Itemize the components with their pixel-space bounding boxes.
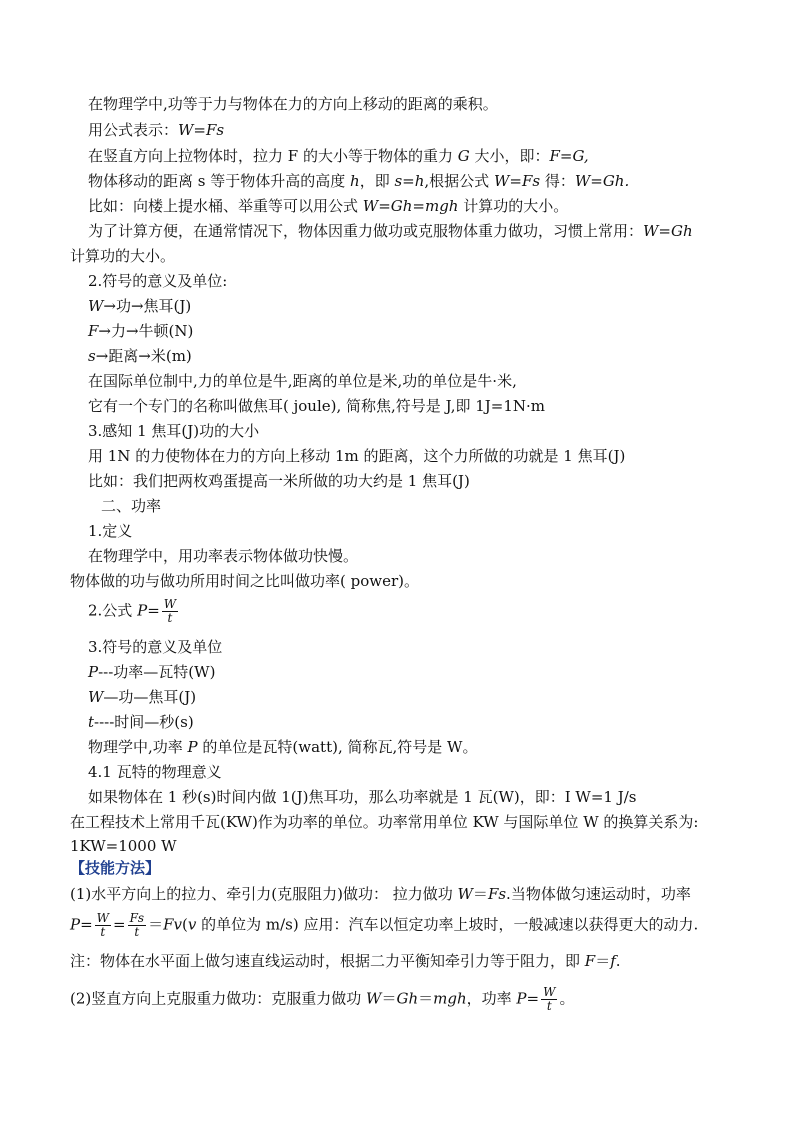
text-line	[88, 296, 191, 316]
text-line	[88, 737, 477, 757]
text: ＝	[595, 952, 611, 970]
text: 得：	[540, 172, 575, 190]
symbol: f	[610, 952, 616, 970]
text-line	[88, 712, 194, 732]
formula-line	[88, 598, 180, 625]
formula: s=h	[394, 172, 425, 190]
text: 1.定义	[88, 522, 133, 540]
text: =	[147, 601, 160, 620]
text-line	[88, 271, 227, 291]
text-line	[88, 321, 193, 341]
text: 比如：我们把两枚鸡蛋提高一米所做的功大约是 1 焦耳(J)	[88, 472, 470, 490]
formula: G	[457, 147, 470, 165]
fraction	[128, 912, 146, 939]
text-line	[88, 762, 222, 782]
text: .当物体做匀速运动时，功率	[506, 885, 691, 903]
text: →力→牛顿(N)	[98, 322, 194, 340]
denominator: t	[546, 999, 552, 1013]
formula-line	[70, 912, 698, 939]
text: (2)竖直方向上克服重力做功：克服重力做功	[70, 989, 367, 1008]
text-line	[88, 196, 568, 216]
text: ＝	[381, 989, 397, 1008]
text: 3.感知 1 焦耳(J)功的大小	[88, 422, 260, 440]
denominator: t	[134, 925, 140, 939]
text: →距离→米(m)	[95, 347, 192, 365]
text: (1)水平方向上的拉力、牵引力(克服阻力)做功： 拉力做功	[70, 885, 458, 903]
fraction	[541, 986, 557, 1013]
text: 【技能方法】	[70, 859, 161, 877]
text-line	[88, 94, 498, 114]
symbol: F	[584, 952, 596, 970]
symbol: W	[88, 297, 104, 315]
text-line	[70, 246, 175, 266]
text: =	[526, 989, 540, 1008]
symbol: Gh	[396, 989, 419, 1008]
numerator: Fs	[129, 911, 145, 925]
text-line	[88, 471, 470, 491]
text: 4.1 瓦特的物理意义	[88, 763, 222, 781]
text-line	[88, 221, 693, 241]
text: —功—焦耳(J)	[103, 688, 197, 706]
text: 的单位为 m/s) 应用：汽车以恒定功率上坡时，一般减速以获得更大的动力.	[196, 915, 699, 934]
numerator: W	[96, 911, 110, 925]
text-line	[88, 637, 222, 657]
symbol: P	[137, 601, 148, 620]
text-line	[88, 146, 589, 166]
symbol: Fv	[163, 915, 182, 934]
symbol: P	[88, 663, 99, 681]
text-line	[88, 346, 192, 366]
fraction	[95, 912, 111, 939]
symbol: t	[88, 713, 95, 731]
text: 计算功的大小。	[70, 247, 176, 265]
text: 物体做的功与做功所用时间之比叫做功率( power)。	[70, 572, 419, 590]
text: =	[80, 915, 93, 934]
formula: W=Gh=mgh	[362, 197, 459, 215]
symbol: W	[457, 885, 473, 903]
text-line	[88, 521, 132, 541]
fraction	[162, 598, 178, 625]
text-line	[88, 396, 545, 416]
text-line	[88, 120, 224, 140]
text-line	[88, 421, 259, 441]
text: 的单位是瓦特(watt), 简称瓦,符号是 W。	[197, 738, 478, 756]
denominator: t	[167, 611, 173, 625]
text-line	[88, 171, 629, 191]
text: 在工程技术上常用千瓦(KW)作为功率的单位。功率常用单位 KW 与国际单位 W 的换算关系为:	[70, 813, 699, 831]
text: 计算功的大小。	[458, 197, 569, 215]
text: 。	[559, 989, 575, 1008]
numerator: W	[163, 597, 177, 611]
symbol: P	[516, 989, 527, 1008]
text: 2.公式	[88, 601, 138, 620]
formula-line	[70, 986, 574, 1013]
text-line	[88, 371, 517, 391]
text: 如果物体在 1 秒(s)时间内做 1(J)焦耳功，那么功率就是 1 瓦(W)，即：I W=1 J/s	[88, 788, 637, 806]
text: 在国际单位制中,力的单位是牛,距离的单位是米,功的单位是牛·米,	[88, 372, 517, 390]
formula: h	[350, 172, 360, 190]
formula: W=Fs	[493, 172, 541, 190]
text: 二、功率	[101, 497, 162, 515]
section-heading	[70, 858, 160, 878]
text: (	[181, 915, 188, 934]
text-line	[88, 787, 636, 807]
text-line	[70, 836, 177, 856]
symbol: Fs	[487, 885, 507, 903]
text: ----时间—秒(s)	[94, 713, 194, 731]
symbol: P	[187, 738, 198, 756]
symbol: P	[70, 915, 81, 934]
text: 为了计算方便，在通常情况下，物体因重力做功或克服物体重力做功，习惯上常用：	[88, 222, 644, 240]
text-line	[70, 812, 698, 832]
symbol: W	[88, 688, 104, 706]
text: →功→焦耳(J)	[103, 297, 192, 315]
symbol: v	[187, 915, 197, 934]
text: ---功率—瓦特(W)	[98, 663, 216, 681]
formula: F=G,	[549, 147, 589, 165]
text: 大小，即：	[469, 147, 550, 165]
text-line	[88, 546, 358, 566]
text: 在竖直方向上拉物体时，拉力 F 的大小等于物体的重力	[88, 147, 458, 165]
text-line	[88, 446, 625, 466]
text: 物理学中,功率	[88, 738, 188, 756]
text: 3.符号的意义及单位	[88, 638, 223, 656]
text: 1KW=1000 W	[70, 837, 177, 855]
section-title	[101, 496, 161, 516]
formula: W=Gh.	[574, 172, 630, 190]
numerator: W	[543, 985, 556, 999]
text-line	[88, 662, 215, 682]
symbol: W	[366, 989, 382, 1008]
symbol: F	[88, 322, 99, 340]
text: 在物理学中，用功率表示物体做功快慢。	[88, 547, 359, 565]
text: ＝	[472, 885, 488, 903]
text-line	[70, 884, 691, 904]
text: ，即	[359, 172, 395, 190]
formula: W=Gh	[643, 222, 693, 240]
text: 用公式表示：	[88, 121, 179, 139]
text-line	[88, 687, 196, 707]
text: 它有一个专门的名称叫做焦耳( joule), 简称焦,符号是 J,即 1J=1N·m	[88, 397, 546, 415]
text: 用 1N 的力使物体在力的方向上移动 1m 的距离，这个力所做的功就是 1 焦耳(J)	[88, 447, 626, 465]
symbol: mgh	[433, 989, 467, 1008]
text-line	[70, 951, 621, 971]
symbol: s	[88, 347, 96, 365]
text: ＝	[148, 915, 164, 934]
text: =	[113, 915, 126, 934]
denominator: t	[100, 925, 106, 939]
text: 比如：向楼上提水桶、举重等可以用公式	[88, 197, 363, 215]
text: ，功率	[466, 989, 517, 1008]
text: 2.符号的意义及单位:	[88, 272, 228, 290]
formula: W=Fs	[178, 121, 225, 139]
text: 注：物体在水平面上做匀速直线运动时，根据二力平衡知牵引力等于阻力，即	[70, 952, 585, 970]
text: .	[615, 952, 621, 970]
text-line	[70, 571, 419, 591]
text: 物体移动的距离 s 等于物体升高的高度	[88, 172, 351, 190]
text: ＝	[418, 989, 434, 1008]
text: 在物理学中,功等于力与物体在力的方向上移动的距离的乘积。	[88, 95, 498, 113]
text: ,根据公式	[424, 172, 494, 190]
